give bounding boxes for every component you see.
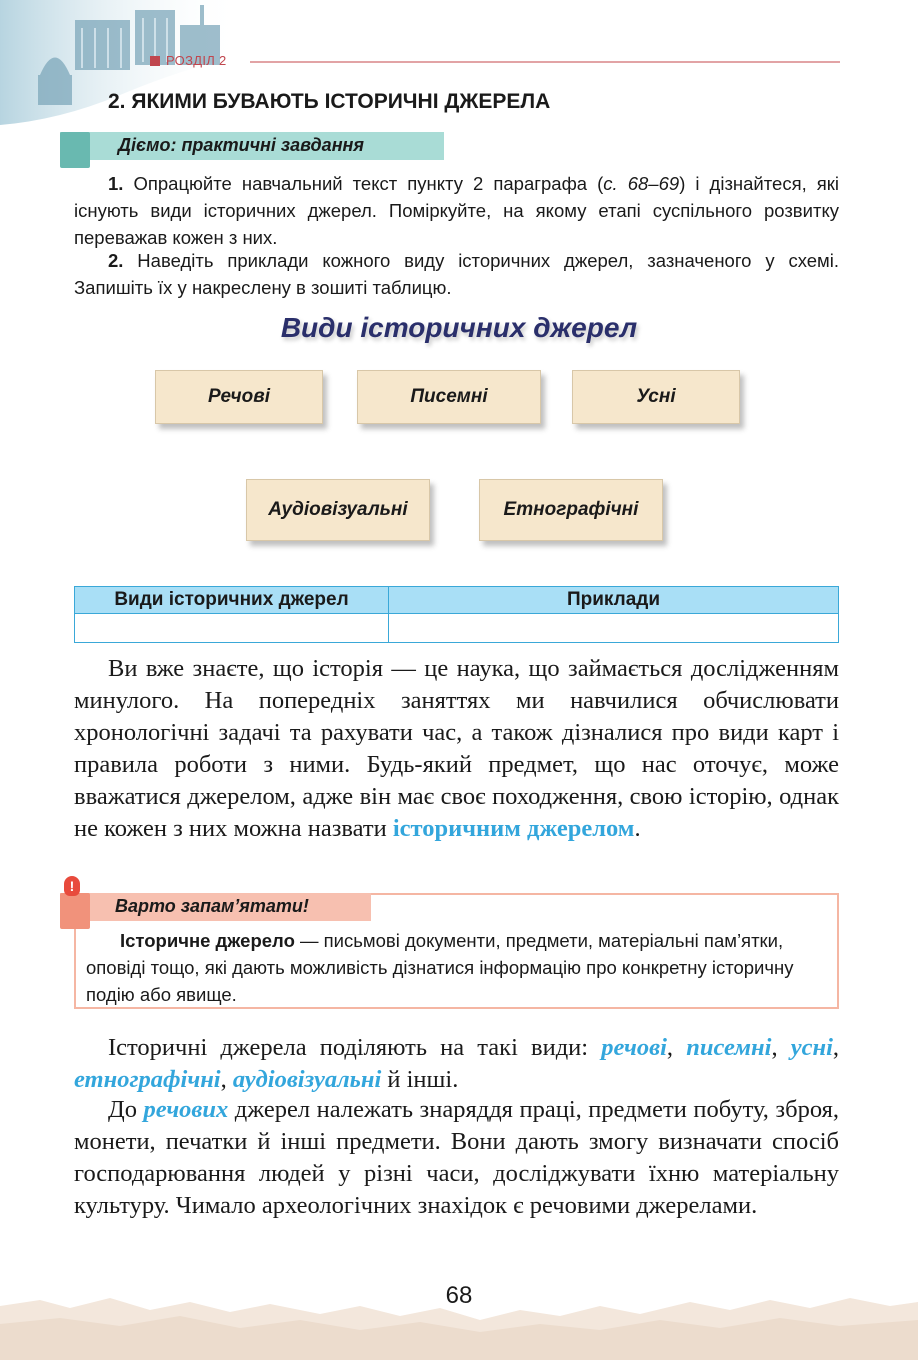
task-banner-label: Діємо: практичні завдання [118, 135, 365, 155]
task-1-page-ref: с. 68–69 [603, 173, 680, 194]
remember-banner [60, 893, 371, 921]
task-banner [60, 132, 444, 160]
section-title: 2. ЯКИМИ БУВАЮТЬ ІСТОРИЧНІ ДЖЕРЕЛА [108, 90, 551, 113]
type-written: писемні [686, 1034, 772, 1061]
section-tag [150, 53, 227, 68]
type-material: речові [601, 1034, 667, 1061]
types-lead: Історичні джерела поділяють на такі види: [108, 1034, 602, 1061]
type-audiovisual: аудіовізуальні [232, 1066, 382, 1093]
scheme-box-material: Речові [155, 370, 323, 424]
sep: , [832, 1034, 840, 1061]
remember-note-text [86, 927, 828, 1008]
intro-end: . [634, 815, 641, 842]
sep: , [771, 1034, 791, 1061]
intro-text: Ви вже знаєте, що історія — це наука, що займається дослідженням минулого. На попередніх заняттях ми навчилися обчислювати хронологічні задачі та рахувати час, а також дізналися про види карт і правила роботи з ними. Будь-який предмет, що нас оточує, може вважатися джерелом, адже він має своє походження, свою історію, однак не кожен з них можна назвати [74, 655, 839, 842]
note-definition: — письмові документи, предмети, матеріальні пам’ятки, оповіді тощо, які дають можливість дізнатися інформацію про конкретну історичну подію або явище. [86, 930, 794, 1005]
exclamation-icon: ! [64, 876, 80, 896]
table-row [75, 614, 839, 643]
material-term: речових [143, 1096, 229, 1123]
section-tag-label: РОЗДІЛ 2 [166, 53, 227, 68]
sep: , [220, 1066, 233, 1093]
book-icon [60, 132, 90, 168]
table-header-row [75, 587, 839, 614]
task-1-text-end: ) і дізнайтеся, які існують види історичних джерел. Поміркуйте, на якому етапі суспільного розвитку переважав кожен з них. [74, 173, 839, 248]
types-tail: й інші. [381, 1066, 459, 1093]
table-cell [75, 614, 389, 643]
sep: , [666, 1034, 687, 1061]
table-header-examples: Приклади [389, 587, 839, 614]
type-oral: усні [790, 1034, 833, 1061]
scheme-box-written: Писемні [357, 370, 541, 424]
material-paragraph [74, 1094, 839, 1222]
scheme-box-audiovisual: Аудіовізуальні [246, 479, 430, 541]
header-rule [250, 61, 840, 63]
types-paragraph [74, 1032, 839, 1096]
page-number: 68 [445, 1282, 473, 1309]
note-term: Історичне джерело [120, 930, 295, 951]
task-2-number: 2. [108, 250, 124, 271]
intro-term-historical-source: історичним джерелом [392, 815, 635, 842]
book-icon [60, 893, 90, 929]
task-1-text: Опрацюйте навчальний текст пункту 2 параграфа ( [123, 173, 604, 194]
task-1-number: 1. [108, 173, 124, 194]
material-text: джерел належать знаряддя праці, предмети побуту, зброя, монети, печатки й інші предмети. Вони дають змогу визначати спосіб господарювання людей у різні часи, досліджувати їхню матеріальну культуру. Чимало археологічних знахідок є речовими джерелами. [74, 1096, 839, 1219]
task-1 [74, 170, 839, 251]
table-cell [389, 614, 839, 643]
sources-table [74, 586, 839, 643]
scheme-box-oral: Усні [572, 370, 740, 424]
remember-banner-label: Варто запам’ятати! [115, 896, 309, 916]
type-ethnographic: етнографічні [74, 1066, 221, 1093]
task-2-text: Наведіть приклади кожного виду історичних джерел, зазначеного у схемі. Запишіть їх у накреслену в зошиті таблицю. [74, 250, 839, 298]
material-lead: До [108, 1096, 144, 1123]
table-header-types: Види історичних джерел [75, 587, 389, 614]
intro-paragraph [74, 653, 839, 845]
scheme-box-ethnographic: Етнографічні [479, 479, 663, 541]
scheme-title: Види історичних джерел [280, 312, 638, 343]
task-2 [74, 247, 839, 301]
